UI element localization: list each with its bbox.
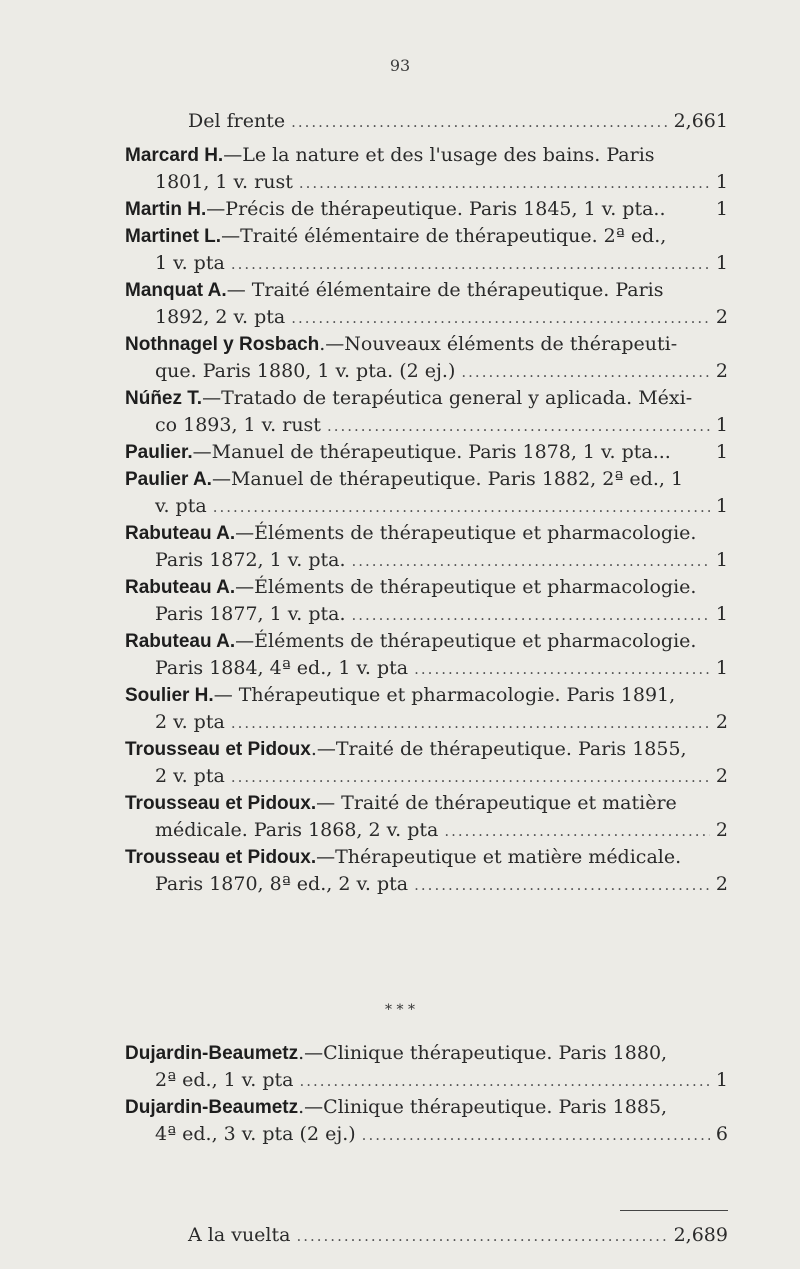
entry-details: 1892, 2 v. pta (155, 306, 286, 328)
entry-author: Trousseau et Pidoux. (125, 847, 317, 868)
dot-leader (296, 1227, 667, 1245)
entry-quantity: 2 (715, 873, 728, 895)
catalog-entry (125, 439, 728, 466)
entry-quantity: 6 (715, 1123, 728, 1145)
catalog-entry (125, 574, 728, 628)
entry-author: Dujardin-Beaumetz (125, 1043, 299, 1064)
entry-title: .—Traité de thérapeutique. Paris 1855, (310, 738, 687, 760)
entry-title: —Le la nature et des l'usage des bains. Paris (223, 144, 655, 166)
dot-leader (362, 1122, 710, 1149)
dot-leader (231, 251, 710, 278)
catalog-entry (125, 385, 728, 439)
catalog-entry (125, 628, 728, 682)
entry-quantity: 1 (715, 198, 728, 220)
entry-title: —Manuel de thérapeutique. Paris 1878, 1 v. pta... (192, 441, 671, 463)
entry-author: Paulier A. (125, 469, 212, 490)
entry-details: v. pta (155, 495, 207, 517)
entry-quantity: 2 (715, 306, 728, 328)
entry-quantity: 2 (715, 765, 728, 787)
catalog-entry (125, 466, 728, 520)
dot-leader (444, 818, 710, 845)
entry-author: Soulier H. (125, 685, 214, 706)
catalog-entry (125, 844, 728, 898)
entry-author: Marcard H. (125, 145, 224, 166)
entry-details: 2 v. pta (155, 765, 225, 787)
entry-quantity: 1 (715, 171, 728, 193)
entry-author: Paulier. (125, 442, 193, 463)
entry-details: Paris 1870, 8ª ed., 2 v. pta (155, 873, 409, 895)
entry-title: — Traité élémentaire de thérapeutique. Paris (226, 279, 664, 301)
entry-quantity: 1 (715, 549, 728, 571)
entry-title: —Thérapeutique et matière médicale. (316, 846, 682, 868)
catalog-entry (125, 196, 728, 223)
dot-leader (299, 170, 710, 197)
entry-details: que. Paris 1880, 1 v. pta. (2 ej.) (155, 360, 456, 382)
entry-author: Dujardin-Beaumetz (125, 1097, 299, 1118)
entry-details: 2ª ed., 1 v. pta (155, 1069, 294, 1091)
dot-leader (352, 602, 710, 629)
dot-leader (291, 305, 710, 332)
entry-author: Rabuteau A. (125, 577, 236, 598)
catalog-entry (125, 520, 728, 574)
entry-quantity: 1 (715, 603, 728, 625)
catalog-entry (125, 790, 728, 844)
catalog-entry (125, 682, 728, 736)
entry-quantity: 1 (715, 495, 728, 517)
catalog-entry (125, 142, 728, 196)
dot-leader (213, 494, 710, 521)
entry-details: 1 v. pta (155, 252, 225, 274)
entry-author: Rabuteau A. (125, 631, 236, 652)
entry-title: .—Nouveaux éléments de thérapeuti- (319, 333, 678, 355)
total-rule (620, 1210, 728, 1211)
carry-forward-line (188, 110, 728, 134)
dot-leader (300, 1068, 710, 1095)
catalog-entry (125, 223, 728, 277)
dot-leader (327, 413, 710, 440)
entry-author: Núñez T. (125, 388, 203, 409)
entry-quantity: 1 (715, 252, 728, 274)
entry-details: 1801, 1 v. rust (155, 171, 293, 193)
entry-title: —Précis de thérapeutique. Paris 1845, 1 v. pta.. (206, 198, 666, 220)
catalog-entry (125, 1040, 728, 1094)
carry-total-line (188, 1224, 728, 1248)
dot-leader (231, 764, 710, 791)
dot-leader (291, 113, 668, 131)
entry-quantity: 2 (715, 819, 728, 841)
asterism: * * * (385, 1002, 415, 1018)
entry-details: Paris 1884, 4ª ed., 1 v. pta (155, 657, 409, 679)
entry-title: —Éléments de thérapeutique et pharmacologie. (235, 630, 697, 652)
entry-quantity: 1 (715, 414, 728, 436)
section-separator (0, 1004, 800, 1017)
entry-title: .—Clinique thérapeutique. Paris 1885, (298, 1096, 668, 1118)
entry-title: —Éléments de thérapeutique et pharmacologie. (235, 522, 697, 544)
entry-title: —Éléments de thérapeutique et pharmacologie. (235, 576, 697, 598)
entry-quantity: 1 (715, 1069, 728, 1091)
carry-total-value: 2,689 (673, 1224, 728, 1246)
entry-author: Rabuteau A. (125, 523, 236, 544)
entry-title: —Manuel de thérapeutique. Paris 1882, 2ª ed., 1 (211, 468, 684, 490)
carry-total-label: A la vuelta (188, 1224, 291, 1246)
entry-author: Trousseau et Pidoux (125, 739, 311, 760)
entry-details: co 1893, 1 v. rust (155, 414, 321, 436)
catalog-entry (125, 331, 728, 385)
entry-author: Martinet L. (125, 226, 222, 247)
entry-author: Manquat A. (125, 280, 227, 301)
dot-leader (414, 872, 710, 899)
entry-author: Trousseau et Pidoux. (125, 793, 317, 814)
entry-title: .—Clinique thérapeutique. Paris 1880, (298, 1042, 668, 1064)
entry-title: — Traité de thérapeutique et matière (316, 792, 677, 814)
entry-details: Paris 1877, 1 v. pta. (155, 603, 346, 625)
entry-quantity: 1 (715, 441, 728, 463)
dot-leader (414, 656, 710, 683)
entry-title: — Thérapeutique et pharmacologie. Paris 1891, (213, 684, 676, 706)
entry-author: Nothnagel y Rosbach (125, 334, 320, 355)
entry-title: —Traité élémentaire de thérapeutique. 2ª ed., (221, 225, 667, 247)
entry-details: 2 v. pta (155, 711, 225, 733)
entry-title: —Tratado de terapéutica general y aplicada. Méxi- (202, 387, 693, 409)
entry-quantity: 2 (715, 360, 728, 382)
catalog-entry (125, 736, 728, 790)
entry-details: 4ª ed., 3 v. pta (2 ej.) (155, 1123, 356, 1145)
catalog-entry (125, 277, 728, 331)
entry-quantity: 1 (715, 657, 728, 679)
carry-forward-value: 2,661 (673, 110, 728, 132)
carry-forward-label: Del frente (188, 110, 286, 132)
page-number: 93 (389, 56, 411, 75)
dot-leader (231, 710, 710, 737)
entry-author: Martin H. (125, 199, 207, 220)
dot-leader (352, 548, 710, 575)
dot-leader (461, 359, 710, 386)
entry-details: Paris 1872, 1 v. pta. (155, 549, 346, 571)
catalog-entry (125, 1094, 728, 1148)
entry-details: médicale. Paris 1868, 2 v. pta (155, 819, 439, 841)
entry-quantity: 2 (715, 711, 728, 733)
